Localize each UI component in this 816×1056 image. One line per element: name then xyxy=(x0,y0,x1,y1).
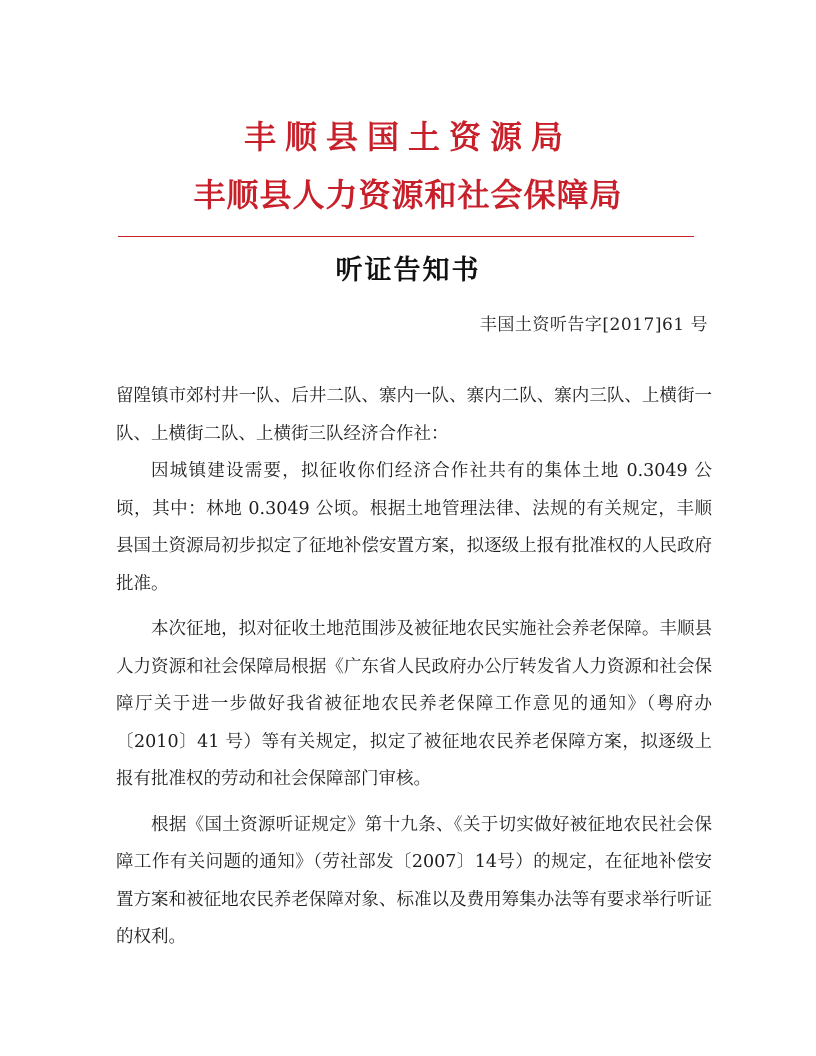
header-divider xyxy=(118,236,694,237)
document-body xyxy=(116,378,712,957)
issuer-line-1: 丰顺县国土资源局 xyxy=(243,118,572,156)
document-number: 丰国土资听告字[2017]61 号 xyxy=(479,315,708,335)
paragraph-2: 本次征地，拟对征收土地范围涉及被征地农民实施社会养老保障。丰顺县人力资源和社会保障局根据《广东省人民政府办公厅转发省人力资源和社会保障厅关于进一步做好我省被征地农民养老保障工作意见的通知》（粤府办〔2010〕41 号）等有关规定，拟定了被征地农民养老保障方案，拟逐级上报有批准权的劳动和社会保障部门审核。 xyxy=(116,619,712,789)
paragraph-1: 因城镇建设需要，拟征收你们经济合作社共有的集体土地 0.3049 公顷，其中：林地 0.3049 公顷。根据土地管理法律、法规的有关规定，丰顺县国土资源局初步拟定了征地补偿安置方案，拟逐级上报有批准权的人民政府批准。 xyxy=(116,461,712,594)
addressee: 留隍镇市郊村井一队、后井二队、寨内一队、寨内二队、寨内三队、上横街一队、上横街二队、上横街三队经济合作社： xyxy=(116,386,712,444)
paragraph-3: 根据《国土资源听证规定》第十九条、《关于切实做好被征地农民社会保障工作有关问题的通知》（劳社部发〔2007〕14号）的规定，在征地补偿安置方案和被征地农民养老保障对象、标准以及费用筹集办法等有要求举行听证的权利。 xyxy=(116,814,712,947)
issuer-line-2: 丰顺县人力资源和社会保障局 xyxy=(193,176,623,214)
document-title: 听证告知书 xyxy=(335,255,481,286)
